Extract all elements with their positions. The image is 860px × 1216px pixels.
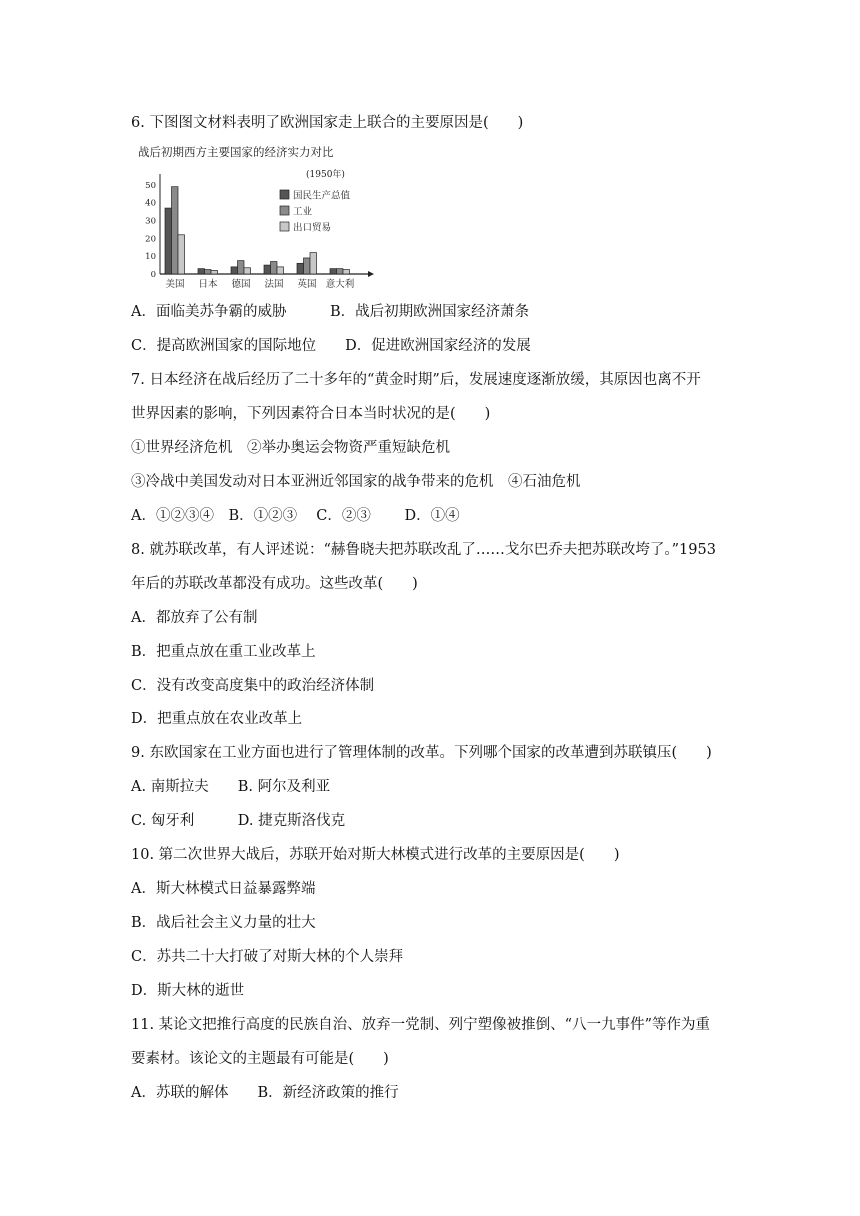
- question-10-option-b: B．战后社会主义力量的壮大: [131, 915, 316, 931]
- legend-swatch: [280, 222, 289, 231]
- question-9-options-row2: C. 匈牙利 D. 捷克斯洛伐克: [131, 813, 346, 829]
- legend-swatch: [280, 206, 289, 215]
- x-tick-label: 日本: [198, 279, 218, 290]
- y-tick-label: 20: [145, 234, 156, 245]
- bar-1-2: [211, 270, 218, 274]
- bar-2-2: [244, 268, 251, 274]
- bar-3-1: [271, 262, 278, 274]
- question-6-options-row2: C．提高欧洲国家的国际地位 D．促进欧洲国家经济的发展: [131, 338, 531, 354]
- question-7-items-line2: ③冷战中美国发动对日本亚洲近邻国家的战争带来的危机 ④石油危机: [131, 474, 581, 490]
- chart-legend: [280, 190, 351, 234]
- bar-3-0: [264, 265, 271, 274]
- legend-swatch: [280, 190, 289, 199]
- x-axis-arrow: [368, 271, 374, 277]
- y-tick-label: 30: [145, 216, 156, 227]
- y-tick-label: 50: [145, 180, 156, 191]
- question-7-stem-line1: 7. 日本经济在战后经历了二十多年的“黄金时期”后，发展速度逐渐放缓，其原因也离不开: [131, 372, 701, 388]
- y-tick-label: 0: [150, 270, 156, 280]
- question-10-option-a: A．斯大林模式日益暴露弊端: [131, 881, 316, 897]
- chart-subtitle: (1950年): [306, 170, 345, 180]
- bar-0-1: [172, 187, 179, 274]
- question-10-option-c: C．苏共二十大打破了对斯大林的个人崇拜: [131, 949, 404, 965]
- y-tick-label: 40: [145, 198, 156, 209]
- bar-4-0: [297, 263, 304, 274]
- economic-comparison-chart: [136, 140, 376, 292]
- bar-0-0: [165, 208, 172, 274]
- legend-label: 国民生产总值: [293, 190, 351, 202]
- question-8-stem-line2: 年后的苏联改革都没有成功。这些改革( ): [131, 576, 418, 592]
- question-7-options: A．①②③④ B．①②③ C．②③ D．①④: [131, 508, 460, 524]
- question-8-option-b: B．把重点放在重工业改革上: [131, 644, 316, 660]
- question-10-option-d: D．斯大林的逝世: [131, 983, 245, 999]
- question-8-stem-line1: 8. 就苏联改革，有人评述说：“赫鲁晓夫把苏联改乱了……戈尔巴乔夫把苏联改垮了。”1953: [131, 542, 716, 558]
- x-tick-label: 美国: [165, 279, 185, 290]
- question-11-stem-line2: 要素材。该论文的主题最有可能是( ): [131, 1051, 389, 1067]
- x-tick-label: 意大利: [325, 279, 355, 290]
- question-9-options-row1: A. 南斯拉夫 B. 阿尔及利亚: [131, 779, 331, 795]
- question-10-stem: 10. 第二次世界大战后，苏联开始对斯大林模式进行改革的主要原因是( ): [131, 847, 620, 863]
- bar-1-1: [205, 270, 212, 274]
- question-9-stem: 9. 东欧国家在工业方面也进行了管理体制的改革。下列哪个国家的改革遭到苏联镇压( ): [131, 745, 712, 761]
- bar-5-2: [343, 270, 350, 274]
- y-tick-label: 10: [145, 252, 156, 263]
- bar-4-1: [304, 258, 311, 274]
- x-tick-label: 德国: [231, 279, 251, 290]
- question-8-option-a: A．都放弃了公有制: [131, 610, 258, 626]
- bar-3-2: [277, 267, 284, 274]
- bar-2-1: [238, 261, 245, 274]
- bar-5-0: [330, 269, 337, 274]
- bar-5-1: [337, 269, 344, 274]
- bar-0-2: [178, 235, 185, 274]
- bar-1-0: [198, 269, 205, 274]
- bar-4-2: [310, 253, 317, 274]
- question-6-stem: 6. 下图图文材料表明了欧洲国家走上联合的主要原因是( ): [131, 115, 524, 131]
- question-8-option-c: C．没有改变高度集中的政治经济体制: [131, 678, 375, 694]
- x-tick-label: 英国: [297, 279, 317, 290]
- question-7-stem-line2: 世界因素的影响，下列因素符合日本当时状况的是( ): [131, 406, 491, 422]
- x-tick-label: 法国: [264, 279, 284, 290]
- chart-title: 战后初期西方主要国家的经济实力对比: [138, 145, 334, 159]
- question-8-option-d: D．把重点放在农业改革上: [131, 711, 303, 727]
- legend-label: 出口贸易: [293, 222, 332, 234]
- bar-2-0: [231, 267, 238, 274]
- question-11-options: A．苏联的解体 B．新经济政策的推行: [131, 1085, 399, 1101]
- question-7-items-line1: ①世界经济危机 ②举办奥运会物资严重短缺危机: [131, 440, 450, 456]
- question-11-stem-line1: 11. 某论文把推行高度的民族自治、放弃一党制、列宁塑像被推倒、“八一九事件”等作为重: [131, 1017, 710, 1033]
- legend-label: 工业: [293, 206, 313, 218]
- question-6-options-row1: A．面临美苏争霸的威胁 B．战后初期欧洲国家经济萧条: [131, 304, 530, 320]
